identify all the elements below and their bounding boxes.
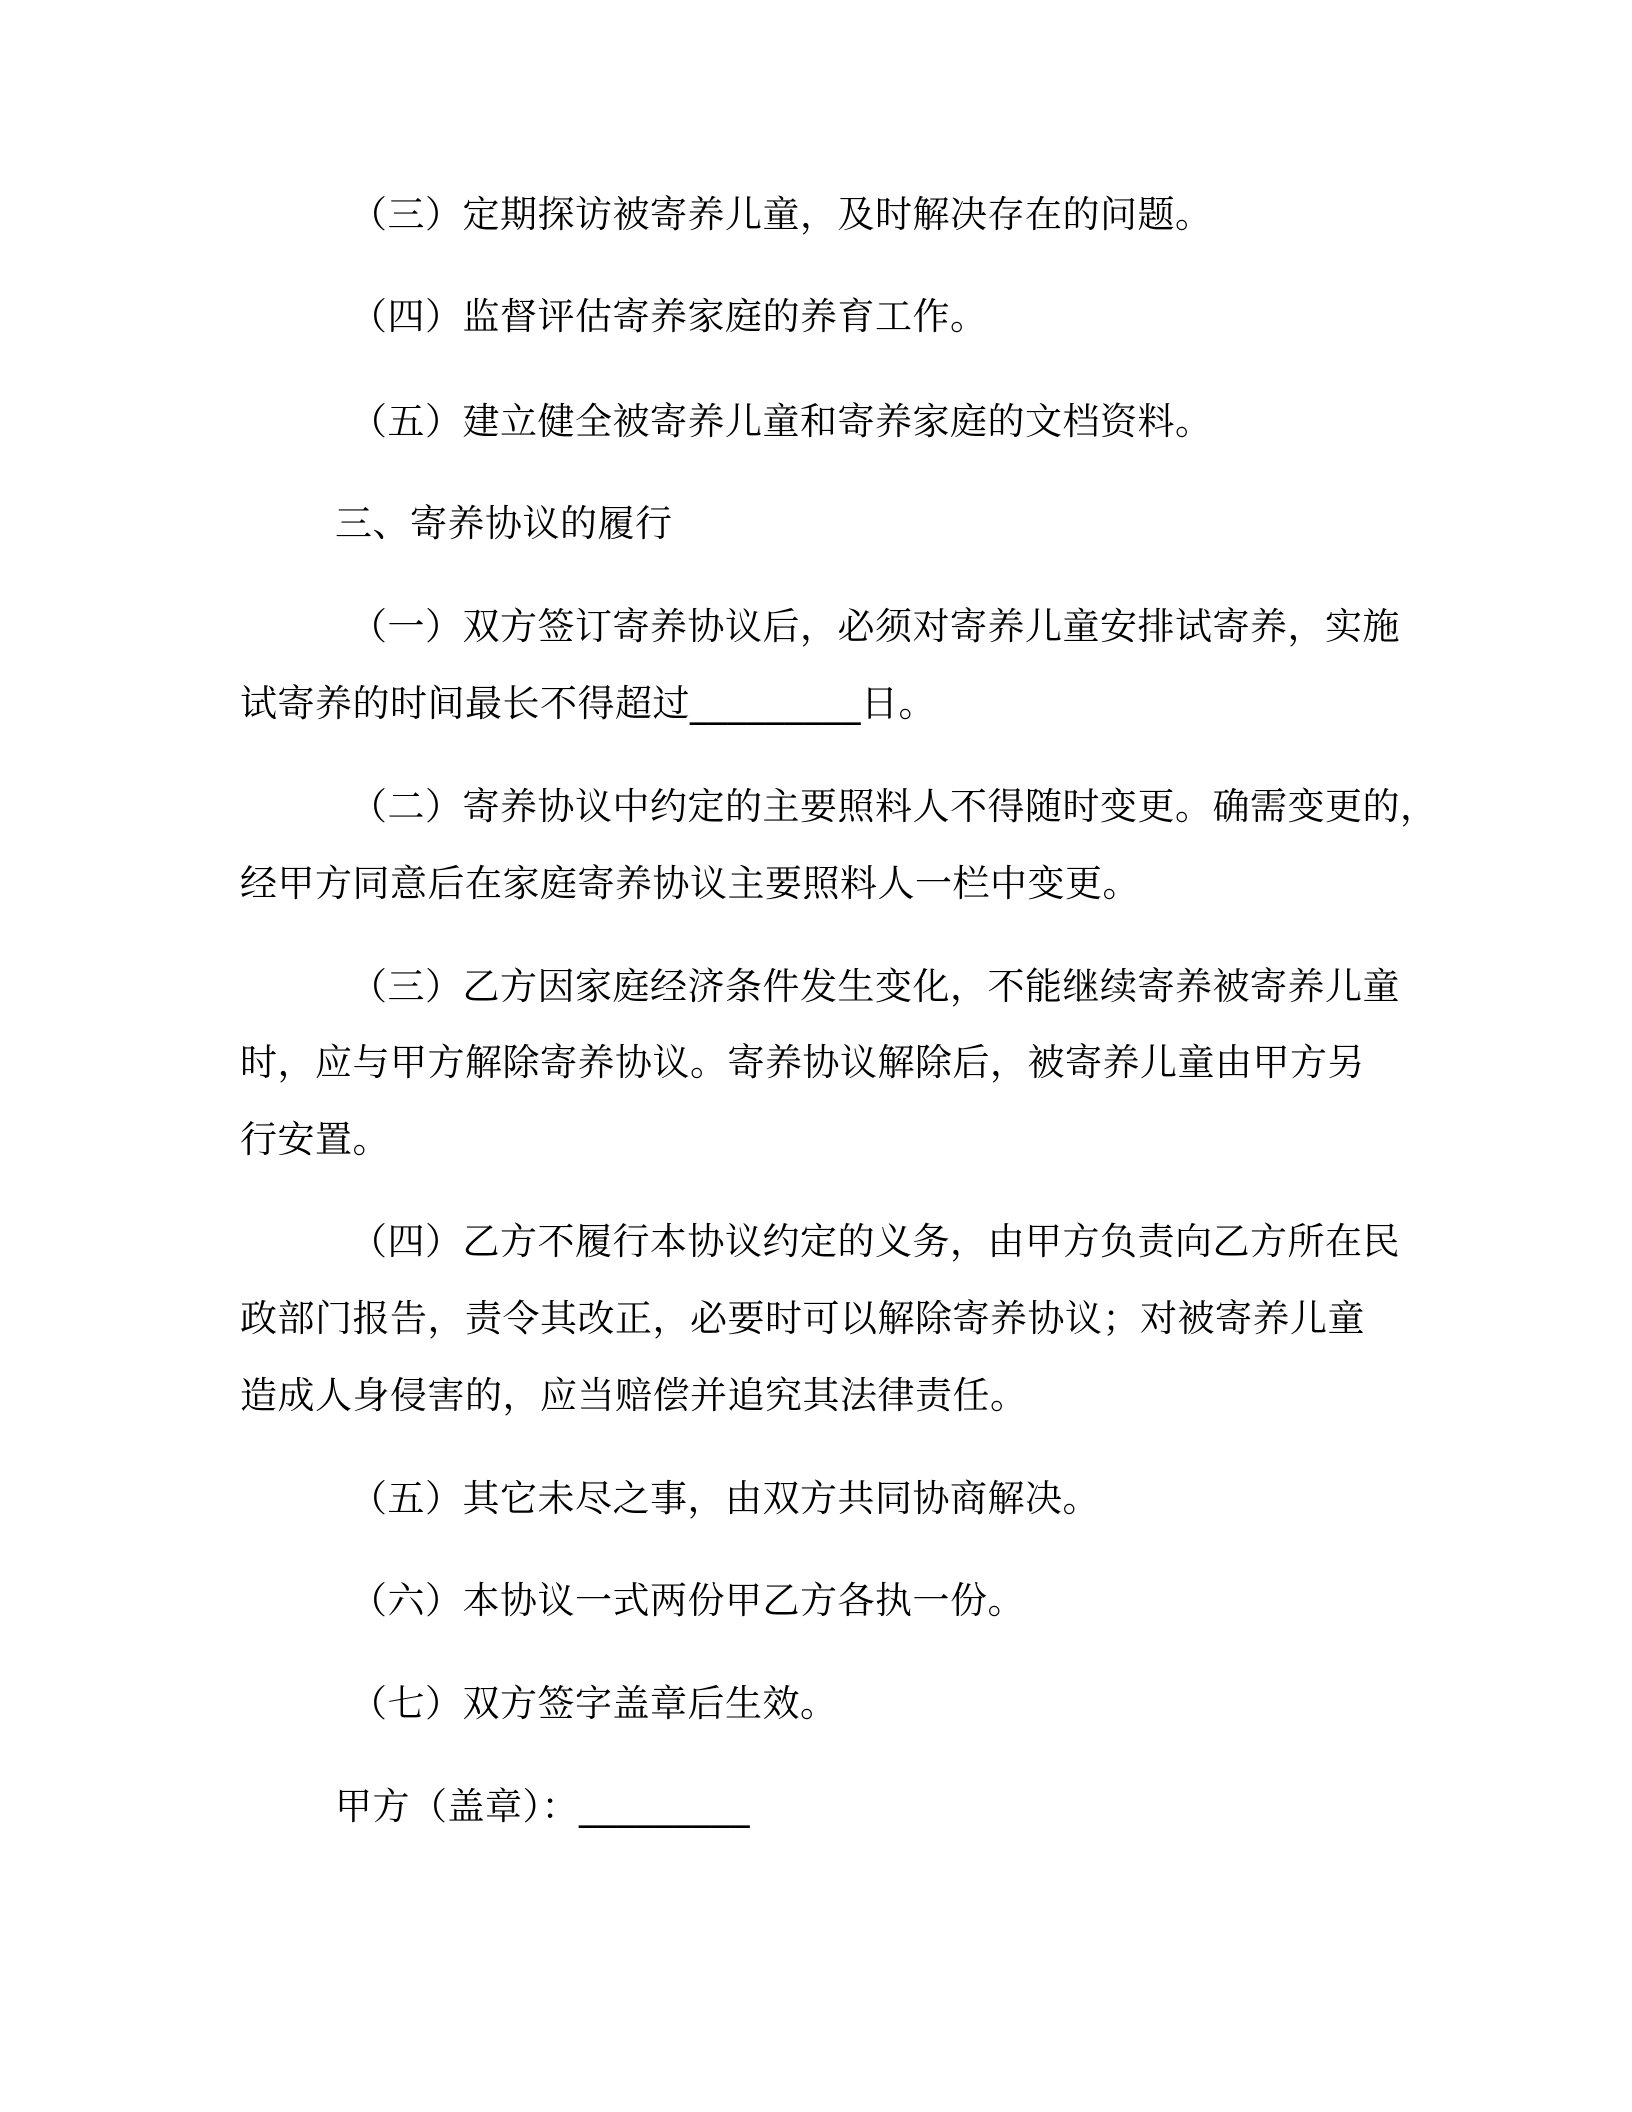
clause-three-line-1: （三）乙方因家庭经济条件发生变化，不能继续寄养被寄养儿童 [350,965,1400,1008]
clause-two-line-1: （二）寄养协议中约定的主要照料人不得随时变更。确需变更的， [350,785,1438,828]
section-heading: 三、寄养协议的履行 [335,502,673,545]
item-three: （三）定期探访被寄养儿童，及时解决存在的问题。 [350,193,1213,236]
clause-two-line-2: 经甲方同意后在家庭寄养协议主要照料人一栏中变更。 [240,862,1140,905]
clause-one-line-2: 试寄养的时间最长不得超过_________日。 [240,682,936,725]
clause-three-line-2: 时，应与甲方解除寄养协议。寄养协议解除后，被寄养儿童由甲方另 [240,1041,1365,1084]
clause-three-line-3: 行安置。 [240,1118,390,1161]
clause-four-line-1: （四）乙方不履行本协议约定的义务，由甲方负责向乙方所在民 [350,1220,1400,1263]
item-five: （五）建立健全被寄养儿童和寄养家庭的文档资料。 [350,400,1213,443]
clause-five: （五）其它未尽之事，由双方共同协商解决。 [350,1477,1100,1520]
clause-seven: （七）双方签字盖章后生效。 [350,1682,838,1725]
clause-one-line-1: （一）双方签订寄养协议后，必须对寄养儿童安排试寄养，实施 [350,605,1400,648]
party-a-signature: 甲方（盖章）：_________ [335,1785,750,1828]
item-four: （四）监督评估寄养家庭的养育工作。 [350,295,988,338]
clause-four-line-3: 造成人身侵害的，应当赔偿并追究其法律责任。 [240,1374,1028,1417]
clause-four-line-2: 政部门报告，责令其改正，必要时可以解除寄养协议；对被寄养儿童 [240,1297,1365,1340]
clause-six: （六）本协议一式两份甲乙方各执一份。 [350,1579,1025,1622]
